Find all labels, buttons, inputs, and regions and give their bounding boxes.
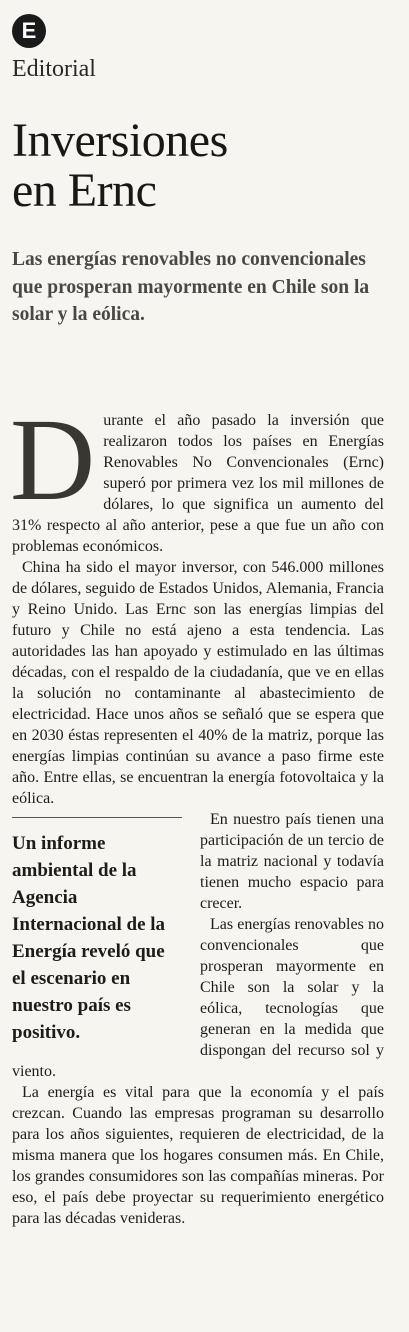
article-body — [10, 394, 384, 1229]
paragraph-1 — [10, 394, 384, 557]
headline-line-2: en Ernc — [12, 164, 157, 217]
pull-quote: Un informe ambiental de la Agencia Internacional de la Energía reveló que el escenario en nuestro país es positivo. — [12, 817, 182, 1046]
publication-logo: E — [12, 14, 46, 48]
paragraph-4: Las energías renovables no convencionales que prosperan mayormente en Chile son la solar y la eólica, tecnologías que generan en la medida que dispongan del recurso sol y viento. — [12, 916, 384, 1080]
paragraph-2: China ha sido el mayor inversor, con 546.000 millones de dólares, seguido de Estados Unidos, Alemania, Francia y Reino Unido. Las Ernc son las energías limpias del futuro y Chile no está ajeno a esta tendencia. Las autoridades las han apoyado y estimulado en las últimas décadas, con el respaldo de la ciudadanía, que ve en ellas la solución no contaminante al abastecimiento de electricidad. Hace unos años se señaló que se espera que en 2030 éstas representen el 40% de la matriz, porque las energías limpias continúan su avance a paso firme este año. Entre ellas, se encuentran la energía fotovoltaica y la eólica. — [12, 559, 384, 807]
paragraph-3: En nuestro país tienen una participación de un tercio de la matriz nacional y todavía tienen mucho espacio para crecer. — [200, 811, 384, 912]
deck-subtitle: Las energías renovables no convencionales que prosperan mayormente en Chile son la solar y la eólica. — [12, 249, 370, 325]
paragraph-1-text: urante el año pasado la inversión que realizaron todos los países en Energías Renovables No Convencionales (Ernc) superó por primera vez los mil millones de dólares, lo que significa un aumento del 31% respecto al año anterior, pese a que fue un año con problemas económicos. — [12, 412, 384, 555]
paragraph-5: La energía es vital para que la economía y el país crezcan. Cuando las empresas programan su desarrollo para los años siguientes, requieren de electricidad, de la misma manera que los hogares consumen más. En Chile, los grandes consumidores son las compañías mineras. Por eso, el país debe proyectar su requerimiento energético para las décadas venideras. — [12, 1084, 384, 1227]
headline-line-1: Inversiones — [12, 114, 228, 167]
section-label: Editorial — [12, 56, 96, 82]
headline — [12, 116, 402, 216]
drop-cap: D — [10, 394, 96, 525]
